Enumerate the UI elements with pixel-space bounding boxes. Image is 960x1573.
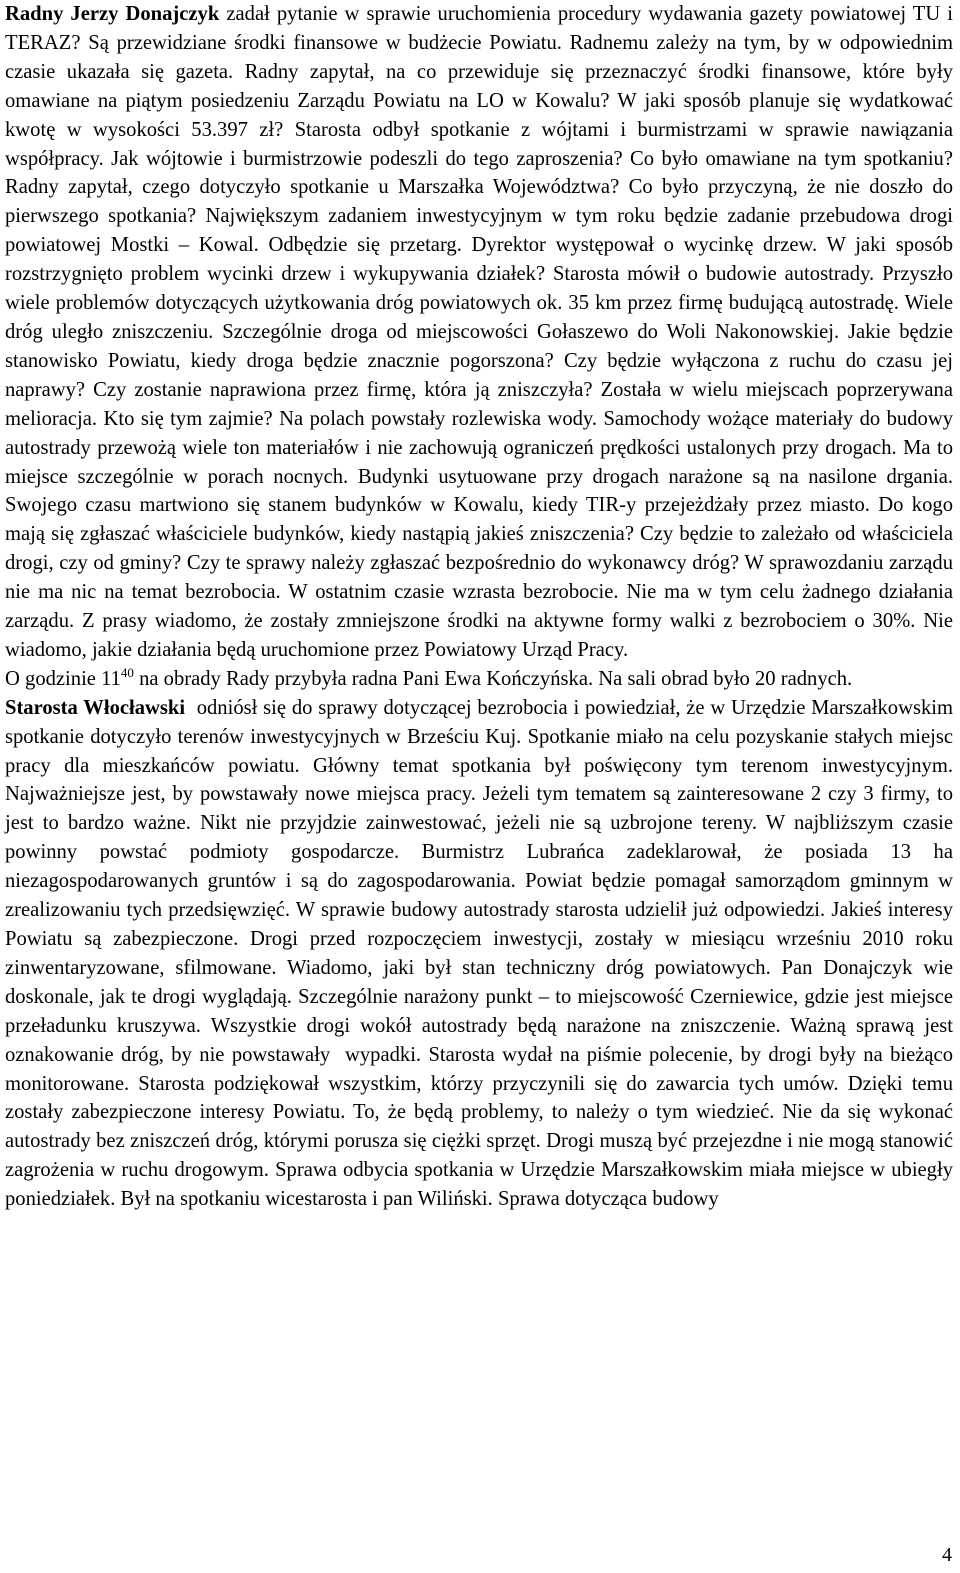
page-number: 4 (942, 1544, 952, 1566)
paragraph-arrival (5, 665, 953, 694)
time-superscript: 40 (120, 664, 134, 680)
speaker-name: Starosta Włocławski (5, 696, 186, 719)
paragraph-text-after: na obrady Rady przybyła radna Pani Ewa Kończyńska. Na sali obrad było 20 radnych. (133, 667, 853, 690)
paragraph-donajczyk (5, 0, 953, 665)
paragraph-text: zadał pytanie w sprawie uruchomienia procedury wydawania gazety powiatowej TU i TERAZ? Są przewidziane środki finansowe w budżecie Powiatu. Radnemu zależy na tym, by w odpowiednim czasie ukazała się gazeta. Radny zapytał, na co przewiduje się przeznaczyć środki finansowe, które były omawiane na piątym posiedzeniu Zarządu Powiatu na LO w Kowalu? W jaki sposób planuje się wydatkować kwotę w wysokości 53.397 zł? Starosta odbył spotkanie z wójtami i burmistrzami w sprawie nawiązania współpracy. Jak wójtowie i burmistrzowie podeszli do tego zaproszenia? Co było omawiane na tym spotkaniu? Radny zapytał, czego dotyczyło spotkanie u Marszałka Województwa? Co było przyczyną, że nie doszło do pierwszego spotkania? Największym zadaniem inwestycyjnym w tym roku będzie zadanie przebudowa drogi powiatowej Mostki – Kowal. Odbędzie się przetarg. Dyrektor występował o wycinkę drzew. W jaki sposób rozstrzygnięto problem wycinki drzew i wykupywania działek? Starosta mówił o budowie autostrady. Przyszło wiele problemów dotyczących użytkowania dróg powiatowych ok. 35 km przez firmę budującą autostradę. Wiele dróg uległo zniszczeniu. Szczególnie droga od miejscowości Gołaszewo do Woli Nakonowskiej. Jakie będzie stanowisko Powiatu, kiedy droga będzie znacznie pogorszona? Czy będzie wyłączona z ruchu do czasu jej naprawy? Czy zostanie naprawiona przez firmę, która ją zniszczyła? Została w wielu miejscach poprzerywana melioracja. Kto się tym zajmie? Na polach powstały rozlewiska wody. Samochody wożące materiały do budowy autostrady przewożą wiele ton materiałów i nie zachowują ograniczeń prędkości ustalonych przy drogach. Ma to miejsce szczególnie w porach nocnych. Budynki usytuowane przy drogach narażone są na nasilone drgania. Swojego czasu martwiono się stanem budynków w Kowalu, kiedy TIR-y przejeżdżały przez miasto. Do kogo mają się zgłaszać właściciele budynków, kiedy nastąpią jakieś zniszczenia? Czy będzie to zależało od właściciela drogi, czy od gminy? Czy te sprawy należy zgłaszać bezpośrednio do wykonawcy dróg? W sprawozdaniu zarządu nie ma nic na temat bezrobocia. W ostatnim czasie wzrasta bezrobocie. Nie ma w tym celu żadnego działania zarządu. Z prasy wiadomo, że zostały zmniejszone środki na aktywne formy walki z bezrobociem o 30%. Nie wiadomo, jakie działania będą uruchomione przez Powiatowy Urząd Pracy. (5, 3, 953, 661)
paragraph-text: odniósł się do sprawy dotyczącej bezrobocia i powiedział, że w Urzędzie Marszałkowskim spotkanie dotyczyło terenów inwestycyjnych w Brześciu Kuj. Spotkanie miało na celu pozyskanie stałych miejsc pracy dla mieszkańców powiatu. Główny temat spotkania był poświęcony tym terenom inwestycyjnym. Najważniejsze jest, by powstawały nowe miejsca pracy. Jeżeli tym tematem są zainteresowane 2 czy 3 firmy, to jest to bardzo ważne. Nikt nie przyjdzie zainwestować, jeżeli nie są uzbrojone tereny. W najbliższym czasie powinny powstać podmioty gospodarcze. Burmistrz Lubrańca zadeklarował, że posiada 13 ha niezagospodarowanych gruntów i są do zagospodarowania. Powiat będzie pomagał samorządom gminnym w zrealizowaniu tych przedsięwzięć. W sprawie budowy autostrady starosta udzielił już odpowiedzi. Jakieś interesy Powiatu są zabezpieczone. Drogi przed rozpoczęciem inwestycji, zostały w miesiącu wrześniu 2010 roku zinwentaryzowane, sfilmowane. Wiadomo, jaki był stan techniczny dróg powiatowych. Pan Donajczyk wie doskonale, jak te drogi wyglądają. Szczególnie narażony punkt – to miejscowość Czerniewice, gdzie jest miejsce przeładunku kruszywa. Wszystkie drogi wokół autostrady będą narażone na zniszczenie. Ważną sprawą jest oznakowanie dróg, by nie powstawały wypadki. Starosta wydał na piśmie polecenie, by drogi były na bieżąco monitorowane. Starosta podziękował wszystkim, którzy przyczynili się do zawarcia tych umów. Dzięki temu zostały zabezpieczone interesy Powiatu. To, że będą problemy, to należy o tym wiedzieć. Nie da się wykonać autostrady bez zniszczeń dróg, którymi porusza się ciężki sprzęt. Drogi muszą być przejezdne i nie mogą stanowić zagrożenia w ruchu drogowym. Sprawa odbycia spotkania w Urzędzie Marszałkowskim miała miejsce w ubiegły poniedziałek. Był na spotkaniu wicestarosta i pan Wiliński. Sprawa dotycząca budowy (5, 696, 959, 1211)
speaker-name: Radny Jerzy Donajczyk (5, 3, 220, 25)
paragraph-text-before: O godzinie 11 (5, 667, 121, 690)
document-page (5, 0, 959, 1214)
paragraph-starosta (5, 694, 959, 1214)
